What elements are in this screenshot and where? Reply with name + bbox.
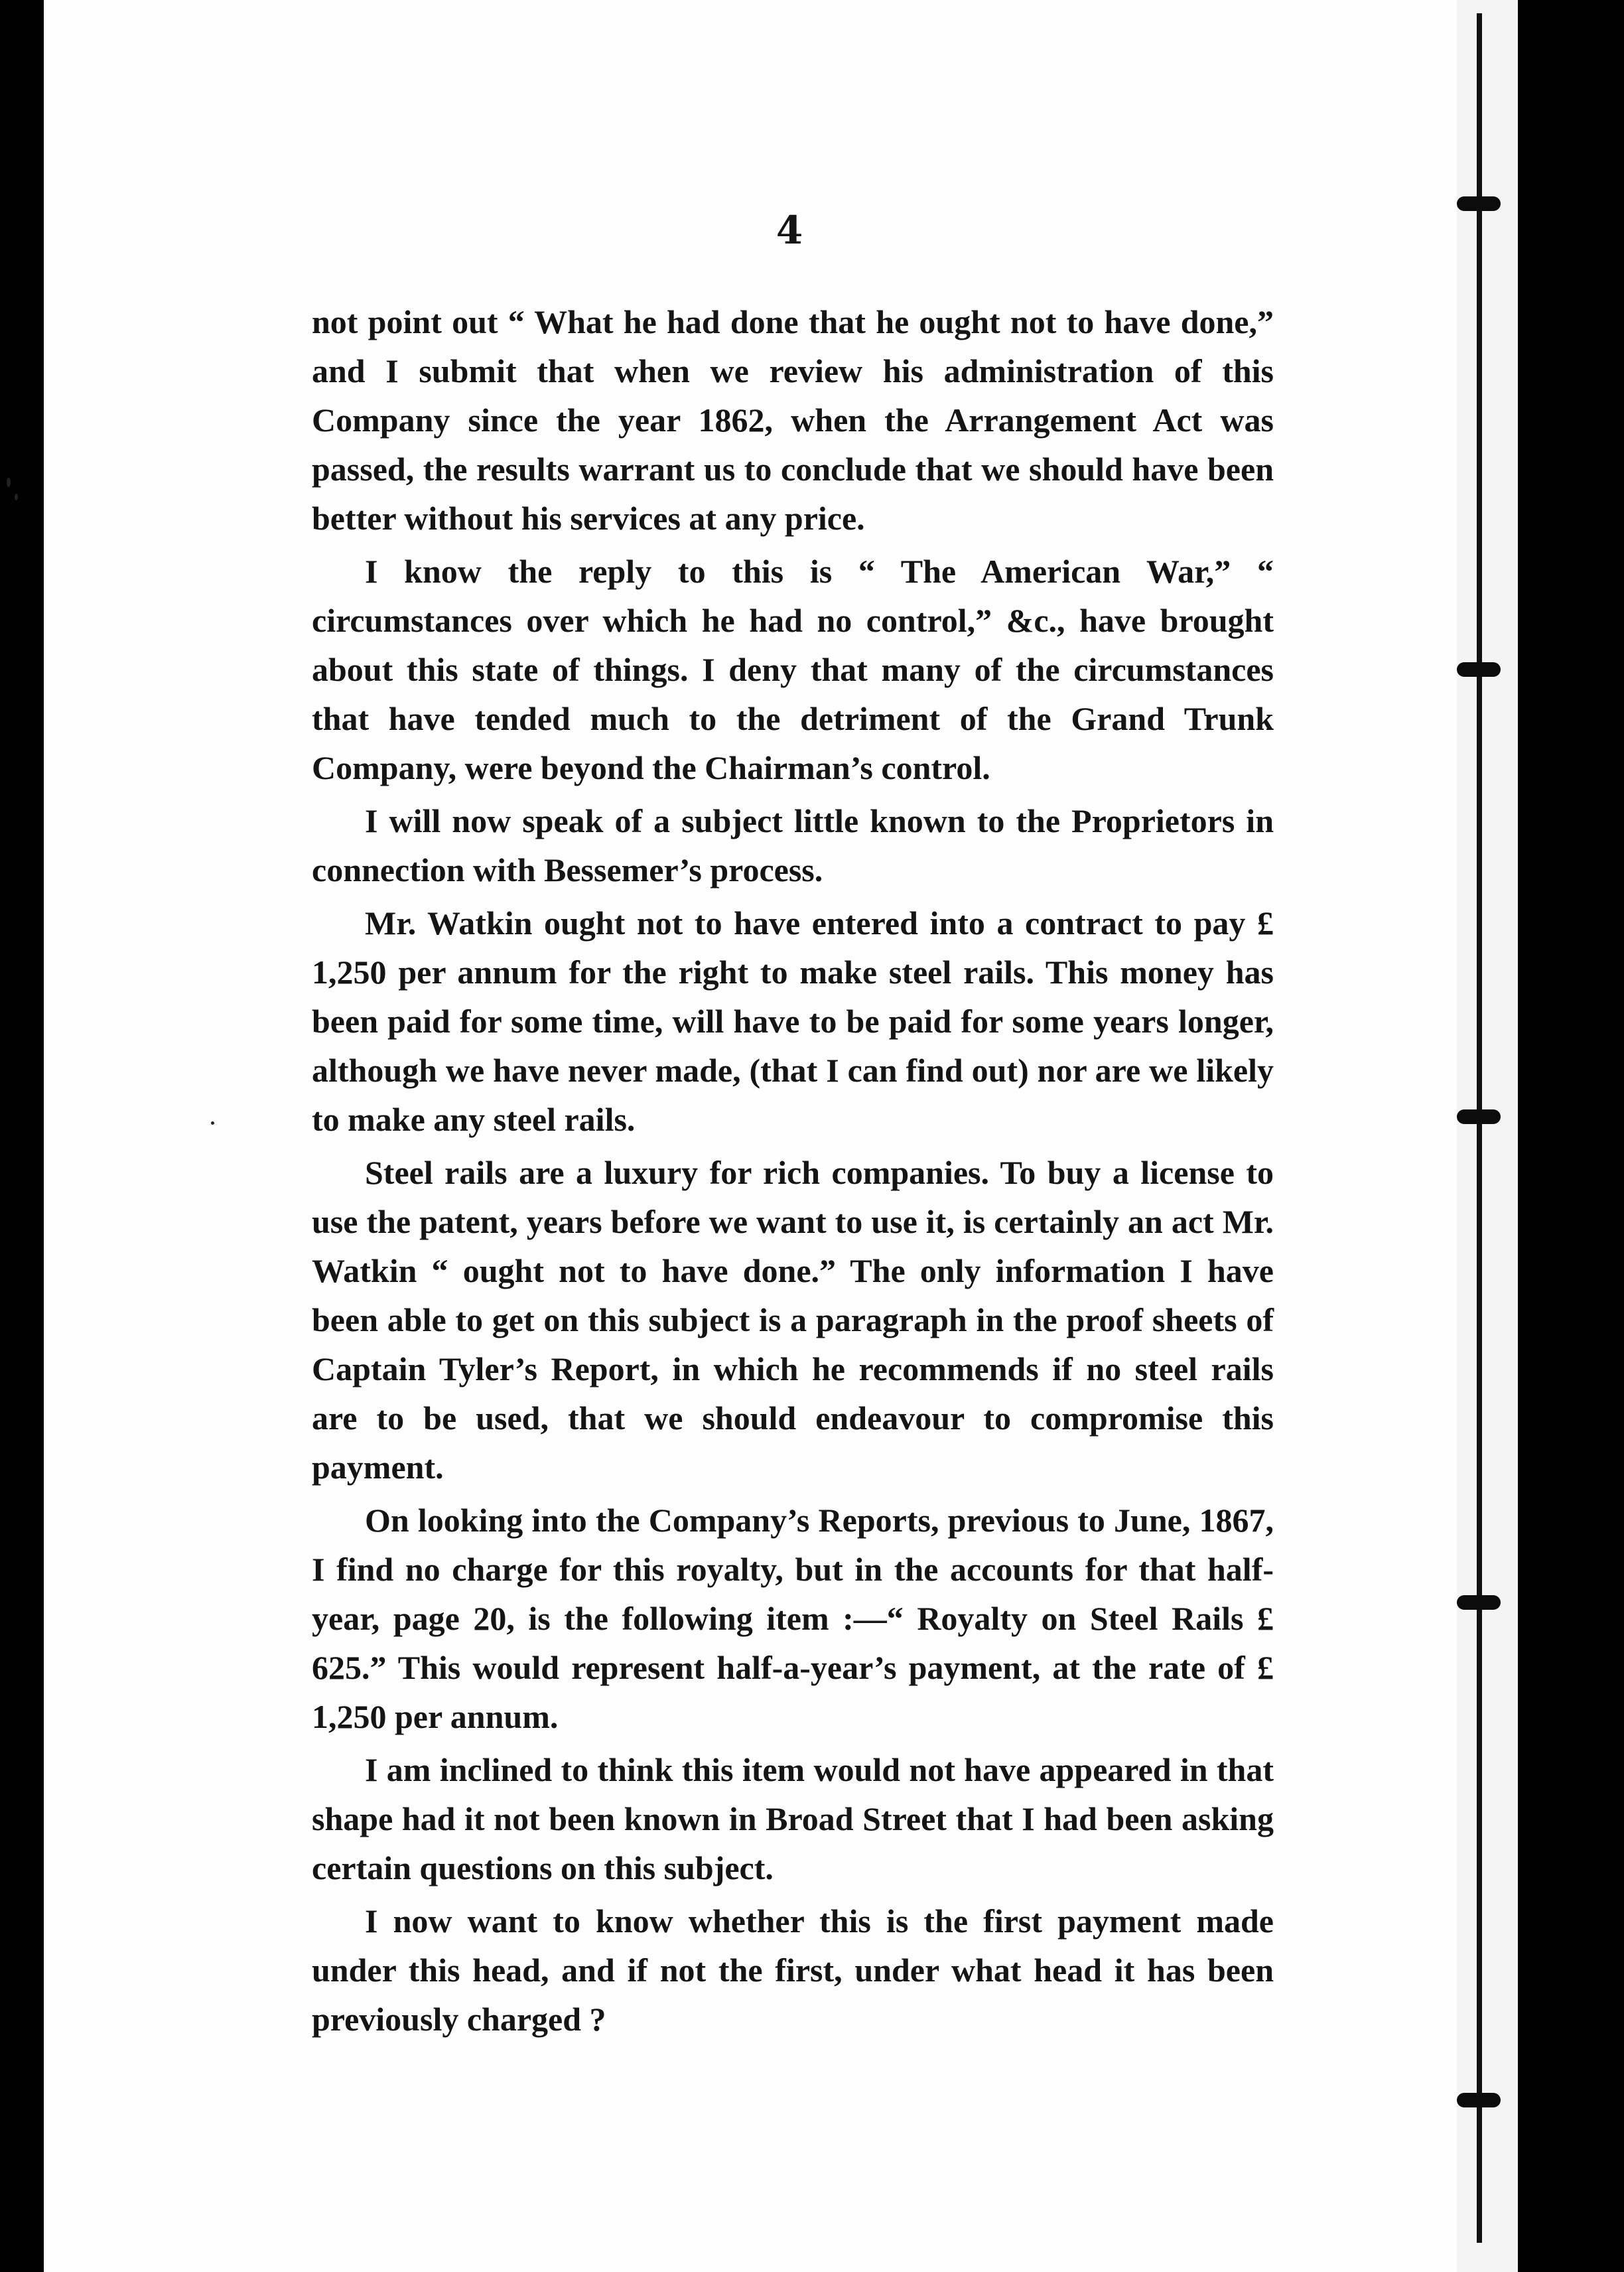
paragraph: I now want to know whether this is the first payment made under this head, and if not the first, under what head it has been previously charged ? [312, 1902, 1274, 2038]
page-number: 4 [776, 208, 803, 253]
body-text [312, 297, 1274, 2048]
binding-edge [1457, 0, 1518, 2272]
binding-stitch [1457, 2093, 1501, 2107]
paragraph: I am inclined to think this item would not have appeared in that shape had it not been known in Broad Street that I had been asking certain questions on this subject. [312, 1751, 1274, 1886]
binding-thread [1477, 13, 1482, 2243]
scan-speck [211, 1121, 214, 1125]
scan-speck [7, 478, 11, 487]
scan-speck [15, 494, 18, 500]
paragraph: I will now speak of a subject little known to the Proprietors in connection with Bessemer’s process. [312, 802, 1274, 888]
paragraph: not point out “ What he had done that he ought not to have done,” and I submit that when we review his administration of this Company since the year 1862, when the Arrangement Act was passed, the results warrant us to conclude that we should have been better without his services at any price. [312, 303, 1274, 537]
paragraph: Steel rails are a luxury for rich companies. To buy a license to use the patent, years before we want to use it, is certainly an act Mr. Watkin “ ought not to have done.” The only information I have been able to get on this subject is a paragraph in the proof sheets of Captain Tyler’s Report, in which he recommends if no steel rails are to be used, that we should endeavour to compromise this payment. [312, 1154, 1274, 1486]
binding-stitch [1457, 1595, 1501, 1610]
binding-stitch [1457, 196, 1501, 211]
binding-stitch [1457, 1109, 1501, 1124]
paragraph: I know the reply to this is “ The American War,” “ circumstances over which he had no control,” &c., have brought about this state of things. I deny that many of the circumstances that have tended much to the detriment of the Grand Trunk Company, were beyond the Chairman’s control. [312, 553, 1274, 786]
binding-stitch [1457, 662, 1501, 677]
paragraph: Mr. Watkin ought not to have entered into a contract to pay £ 1,250 per annum for the right to make steel rails. This money has been paid for some time, will have to be paid for some years longer, although we have never made, (that I can find out) nor are we likely to make any steel rails. [312, 904, 1274, 1138]
paragraph: On looking into the Company’s Reports, previous to June, 1867, I find no charge for this royalty, but in the accounts for that half-year, page 20, is the following item :—“ Royalty on Steel Rails £ 625.” This would represent half-a-year’s payment, at the rate of £ 1,250 per annum. [312, 1502, 1274, 1735]
